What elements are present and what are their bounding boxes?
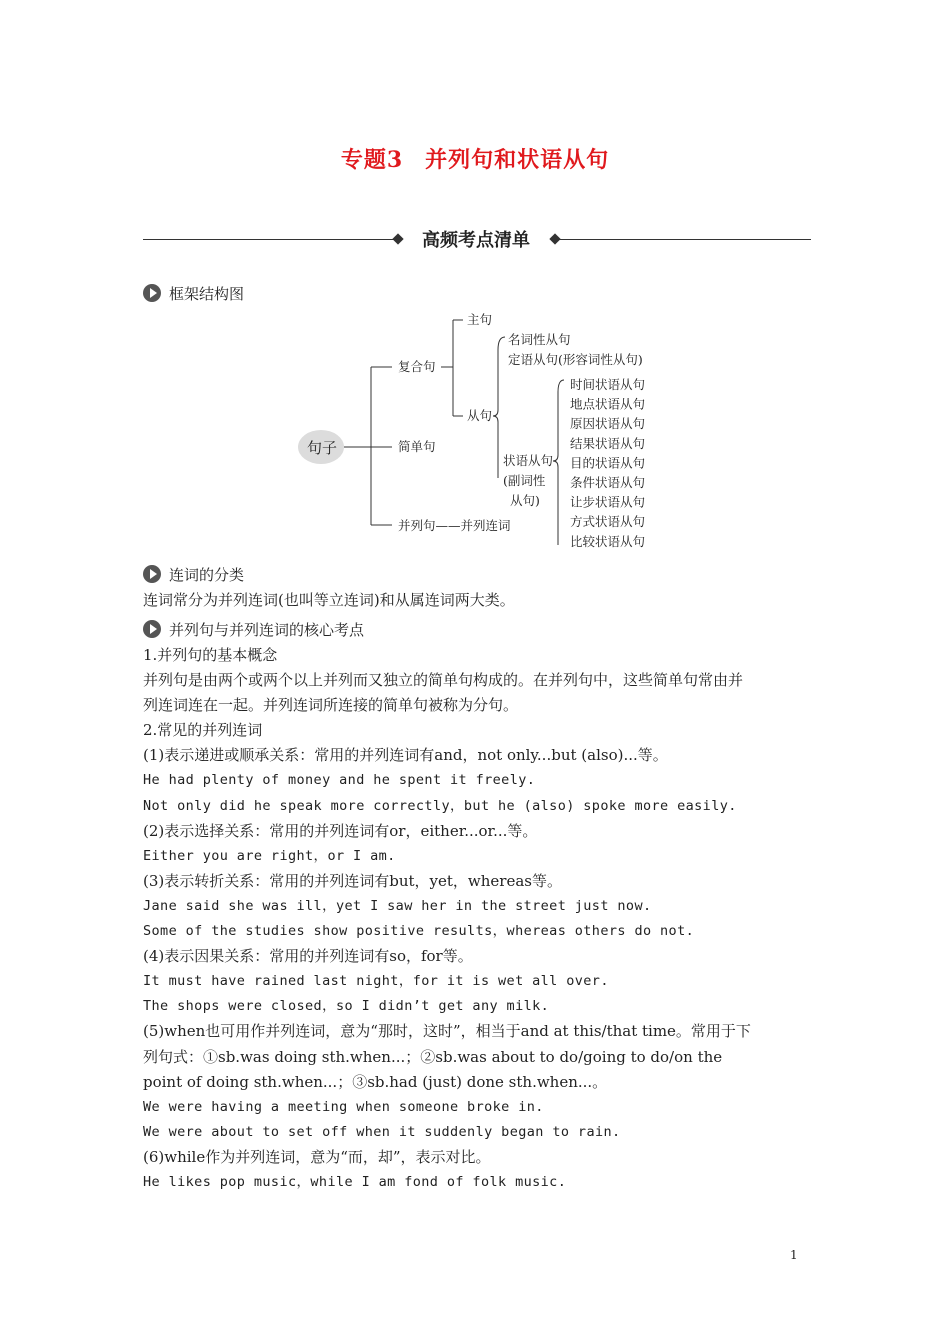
play-icon xyxy=(143,620,161,638)
text-line: point of doing sth.when...；③sb.had (just) done sth.when...。 xyxy=(143,1072,608,1091)
example-sentence: Some of the studies show positive results，whereas others do not. xyxy=(143,923,695,940)
tree-adverbial-item: 结果状语从句 xyxy=(570,435,646,451)
tree-adverbial-item: 时间状语从句 xyxy=(570,377,646,392)
example-sentence: The shops were closed，so I didn’t get any milk. xyxy=(143,998,550,1015)
section-conj-label: 连词的分类 xyxy=(169,566,245,584)
play-icon xyxy=(143,565,161,583)
example-sentence: Not only did he speak more correctly，but he (also) spoke more easily. xyxy=(143,797,737,814)
tree-compound: 并列句——并列连词 xyxy=(398,518,511,533)
page-number: 1 xyxy=(790,1248,798,1262)
content-body xyxy=(143,643,811,1195)
section-framework-label: 框架结构图 xyxy=(169,285,245,303)
text-line: 2.常见的并列连词 xyxy=(143,721,263,740)
text-line: (1)表示递进或顺承关系：常用的并列连词有and，not only...but (also)...等。 xyxy=(143,746,668,765)
example-sentence: We were about to set off when it suddenly began to rain. xyxy=(143,1123,621,1140)
example-sentence: We were having a meeting when someone broke in. xyxy=(143,1098,544,1115)
tree-adverbial-item: 地点状语从句 xyxy=(570,396,646,412)
text-line: 并列句是由两个或两个以上并列而又独立的简单句构成的。在并列句中，这些简单句常由并 xyxy=(143,671,744,690)
example-sentence: He had plenty of money and he spent it freely. xyxy=(143,772,536,789)
example-sentence: Either you are right，or I am. xyxy=(143,847,396,864)
framework-tree-diagram xyxy=(0,0,950,560)
tree-noun-clause: 名词性从句 xyxy=(508,332,571,347)
tree-adverbial-item: 条件状语从句 xyxy=(570,475,646,490)
section-core-label: 并列句与并列连词的核心考点 xyxy=(169,621,365,639)
tree-simple: 简单句 xyxy=(398,439,436,454)
tree-root: 句子 xyxy=(307,439,338,457)
text-line: (5)when也可用作并列连词，意为“那时，这时”，相当于and at this/that time。常用于下 xyxy=(143,1022,751,1041)
tree-sub-clause: 从句 xyxy=(467,408,493,423)
tree-adverbial-item: 方式状语从句 xyxy=(570,514,646,530)
text-line: (6)while作为并列连词，意为“而，却”，表示对比。 xyxy=(143,1147,491,1166)
section-conj xyxy=(143,564,244,585)
example-sentence: Jane said she was ill，yet I saw her in the street just now. xyxy=(143,897,652,914)
example-sentence: It must have rained last night，for it is wet all over. xyxy=(143,973,609,990)
conj-text: 连词常分为并列连词(也叫等立连词)和从属连词两大类。 xyxy=(143,591,515,609)
tree-adverbial-item: 比较状语从句 xyxy=(570,533,646,549)
text-line: (3)表示转折关系：常用的并列连词有but，yet，whereas等。 xyxy=(143,871,562,890)
text-line: (2)表示选择关系：常用的并列连词有or，either...or...等。 xyxy=(143,821,538,840)
tree-adv-clause: (副词性 xyxy=(503,473,546,488)
text-line: 列连词连在一起。并列连词所连接的简单句被称为分句。 xyxy=(143,696,519,715)
tree-attr-clause: 定语从句(形容词性从句) xyxy=(508,352,643,367)
example-sentence: He likes pop music，while I am fond of folk music. xyxy=(143,1173,567,1190)
title-sub: 并列句和状语从句 xyxy=(425,147,610,173)
text-line: (4)表示因果关系：常用的并列连词有so，for等。 xyxy=(143,947,473,966)
tree-adv-clause: 状语从句 xyxy=(503,453,554,468)
tree-complex: 复合句 xyxy=(398,359,436,374)
banner-text: 高频考点清单 xyxy=(422,230,530,251)
tree-adv-clause: 从句) xyxy=(510,493,540,508)
text-line: 1.并列句的基本概念 xyxy=(143,646,278,664)
section-core xyxy=(143,619,364,640)
text-line: 列句式：①sb.was doing sth.when...；②sb.was about to do/going to do/on the xyxy=(143,1047,723,1066)
tree-adverbial-item: 原因状语从句 xyxy=(570,416,646,432)
title-main: 专题3 xyxy=(340,147,404,173)
tree-adverbial-item: 目的状语从句 xyxy=(570,455,646,471)
tree-main-clause: 主句 xyxy=(467,312,493,327)
tree-adverbial-item: 让步状语从句 xyxy=(570,494,646,510)
